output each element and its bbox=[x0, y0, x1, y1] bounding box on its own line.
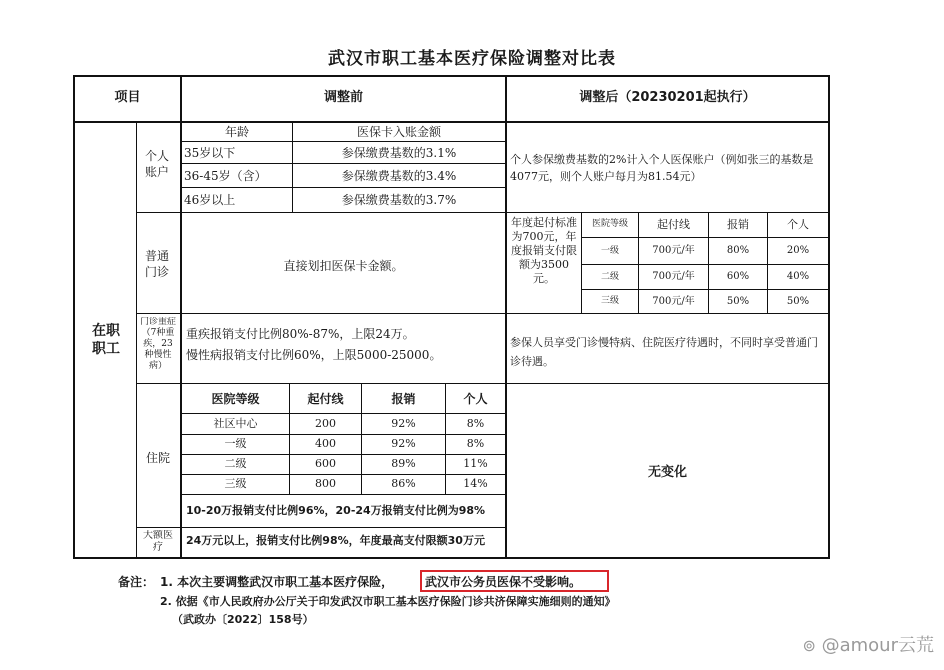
hospital-cell: 二级 bbox=[224, 457, 247, 470]
account-age: 46岁以上 bbox=[184, 193, 236, 207]
hospital-col-deductible: 起付线 bbox=[307, 392, 344, 406]
account-age: 35岁以下 bbox=[184, 146, 236, 160]
chronic-before-line2: 慢性病报销支付比例60%，上限5000-25000。 bbox=[186, 348, 442, 362]
outpatient-cell: 一级 bbox=[600, 246, 619, 256]
outpatient-col-level: 医院等级 bbox=[591, 219, 628, 229]
hospital-cell: 600 bbox=[315, 457, 336, 470]
outpatient-cell: 700元/年 bbox=[652, 245, 695, 256]
outpatient-cell: 二级 bbox=[600, 272, 619, 282]
account-age: 36-45岁（含） bbox=[184, 169, 267, 183]
hospital-cell: 社区中心 bbox=[213, 417, 258, 430]
hospital-col-personal: 个人 bbox=[463, 392, 488, 406]
account-amount: 参保缴费基数的3.7% bbox=[341, 193, 457, 207]
note-3: （武政办〔2022〕158号） bbox=[172, 613, 314, 626]
outpatient-cell: 700元/年 bbox=[652, 271, 695, 282]
header-before: 调整前 bbox=[323, 90, 363, 105]
row-label-account: 个人账户 bbox=[144, 149, 169, 179]
row-label-outpatient: 普通门诊 bbox=[144, 249, 169, 279]
outpatient-col-deductible: 起付线 bbox=[657, 218, 690, 231]
header-after: 调整后（20230201起执行） bbox=[579, 90, 756, 105]
row-label-hospital: 住院 bbox=[145, 451, 170, 465]
hospital-col-reimburse: 报销 bbox=[391, 392, 416, 406]
watermark bbox=[754, 635, 934, 656]
account-after-text: 个人参保缴费基数的2%计入个人医保账户（例如张三的基数是4077元，则个人账户每月为81.54元） bbox=[510, 153, 814, 183]
watermark-text: @amour云荒 bbox=[821, 635, 934, 656]
hospital-cell: 92% bbox=[391, 417, 416, 430]
row-label-chronic: 门诊重症（7种重疾，23种慢性病） bbox=[139, 317, 176, 371]
chronic-after-text: 参保人员享受门诊慢特病、住院医疗待遇时，不同时享受普通门诊待遇。 bbox=[510, 336, 818, 368]
hospital-col-level: 医院等级 bbox=[211, 392, 260, 406]
note-1-prefix: 1. 本次主要调整武汉市职工基本医疗保险， bbox=[160, 575, 394, 589]
hospital-cell: 8% bbox=[466, 417, 485, 430]
hospital-cell: 11% bbox=[463, 457, 488, 470]
outpatient-after-note: 年度起付标准为700元，年度报销支付限额为3500元。 bbox=[511, 216, 577, 285]
header-item: 项目 bbox=[114, 90, 141, 105]
hospital-cell: 800 bbox=[315, 477, 336, 490]
account-amount: 参保缴费基数的3.1% bbox=[341, 146, 457, 160]
note-1-highlight: 武汉市公务员医保不受影响。 bbox=[425, 575, 582, 589]
hospital-note: 10-20万报销支付比例96%，20-24万报销支付比例为98% bbox=[186, 504, 486, 517]
hospital-cell: 92% bbox=[391, 437, 416, 450]
outpatient-col-personal: 个人 bbox=[787, 218, 809, 231]
major-before-text: 24万元以上，报销支付比例98%，年度最高支付限额30万元 bbox=[186, 534, 485, 547]
outpatient-before-text: 直接划扣医保卡金额。 bbox=[283, 259, 404, 273]
outpatient-cell: 60% bbox=[726, 271, 750, 282]
hospital-cell: 200 bbox=[315, 417, 336, 430]
outpatient-cell: 700元/年 bbox=[652, 296, 695, 307]
account-col-age: 年龄 bbox=[224, 125, 249, 139]
weibo-icon: ⊚ bbox=[802, 636, 816, 655]
outpatient-col-reimburse: 报销 bbox=[727, 218, 749, 231]
hospital-cell: 400 bbox=[315, 437, 336, 450]
note-2: 2. 依据《市人民政府办公厅关于印发武汉市职工基本医疗保险门诊共济保障实施细则的通知》 bbox=[160, 595, 616, 608]
outpatient-cell: 三级 bbox=[600, 296, 619, 306]
outpatient-cell: 40% bbox=[786, 271, 810, 282]
hospital-cell: 86% bbox=[391, 477, 416, 490]
account-amount: 参保缴费基数的3.4% bbox=[341, 169, 457, 183]
account-col-amount: 医保卡入账金额 bbox=[356, 125, 441, 139]
hospital-cell: 8% bbox=[466, 437, 485, 450]
page-title: 武汉市职工基本医疗保险调整对比表 bbox=[328, 49, 616, 69]
hospital-cell: 89% bbox=[391, 457, 416, 470]
outpatient-cell: 20% bbox=[786, 245, 810, 256]
chronic-before-line1: 重疾报销支付比例80%-87%，上限24万。 bbox=[186, 327, 415, 341]
notes-label: 备注： bbox=[118, 575, 155, 589]
hospital-after-text: 无变化 bbox=[647, 465, 687, 480]
hospital-cell: 三级 bbox=[224, 477, 247, 490]
category-label-employees: 在职职工 bbox=[92, 323, 120, 357]
outpatient-cell: 50% bbox=[726, 296, 750, 307]
hospital-cell: 一级 bbox=[224, 437, 247, 450]
row-label-major: 大额医疗 bbox=[143, 530, 173, 553]
hospital-cell: 14% bbox=[463, 477, 488, 490]
outpatient-cell: 80% bbox=[726, 245, 750, 256]
outpatient-cell: 50% bbox=[786, 296, 810, 307]
